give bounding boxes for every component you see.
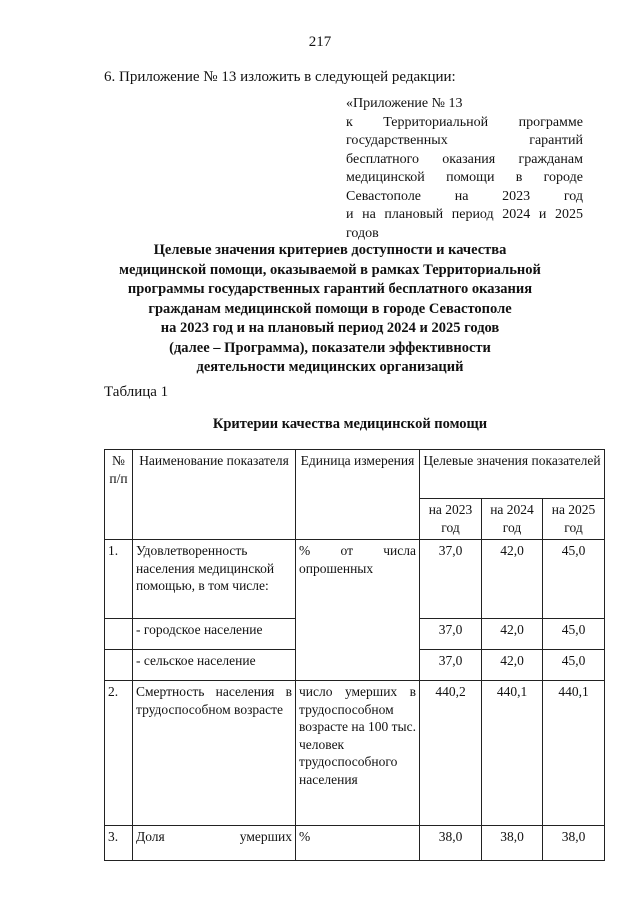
criteria-table (104, 449, 605, 861)
row-unit: % (296, 826, 420, 861)
table-row (105, 681, 605, 826)
row-num: 2. (105, 681, 133, 826)
row-unit: число умерших в трудоспособном возрасте на 100 тыс. человек трудоспособного населения (296, 681, 420, 826)
row-num (105, 650, 133, 681)
row-value-2023: 440,2 (420, 681, 482, 826)
title-line: программы государственных гарантий бесплатного оказания (127, 281, 533, 297)
table-title: Критерии качества медицинской помощи (212, 416, 488, 432)
appendix-line: бесплатного оказания гражданам (346, 151, 583, 167)
row-value-2023: 37,0 (420, 619, 482, 650)
header-2023: на 2023 год (420, 499, 482, 540)
table-row (105, 826, 605, 861)
row-num (105, 619, 133, 650)
row-value-2025: 38,0 (543, 826, 605, 861)
title-line: гражданам медицинской помощи в городе Севастополе (148, 300, 512, 317)
row-value-2023: 37,0 (420, 540, 482, 619)
title-line: медицинской помощи, оказываемой в рамках Территориальной (119, 261, 541, 278)
row-name: - городское население (133, 619, 296, 650)
row-value-2024: 42,0 (482, 619, 543, 650)
header-num: № п/п (105, 450, 133, 540)
header-2024: на 2024 год (482, 499, 543, 540)
title-line: Целевые значения критериев доступности и качества (153, 242, 507, 258)
row-unit: % от числа опрошенных (296, 540, 420, 681)
document-title (80, 241, 580, 378)
appendix-line: «Приложение № 13 (346, 96, 463, 111)
row-value-2023: 38,0 (420, 826, 482, 861)
table-row (105, 540, 605, 619)
appendix-line: государственных гарантий (346, 133, 583, 148)
header-name: Наименование показателя (133, 450, 296, 540)
title-line: на 2023 год и на плановый период 2024 и 2025 годов (160, 320, 500, 336)
row-value-2025: 45,0 (543, 650, 605, 681)
header-2025: на 2025 год (543, 499, 605, 540)
table-header-row (105, 450, 605, 499)
row-name: Удовлетворенность населения медицинской помощью, в том числе: (133, 540, 296, 619)
row-name: - сельское население (133, 650, 296, 681)
row-value-2024: 38,0 (482, 826, 543, 861)
appendix-line: к Территориальной программе (346, 114, 583, 130)
instruction-text: 6. Приложение № 13 изложить в следующей редакции: (104, 69, 456, 85)
page-number: 217 (308, 34, 332, 50)
row-value-2024: 42,0 (482, 540, 543, 619)
appendix-line: и на плановый период 2024 и 2025 (346, 207, 583, 222)
row-value-2025: 45,0 (543, 540, 605, 619)
row-num: 3. (105, 826, 133, 861)
row-name: Смертность населения в трудоспособном возрасте (133, 681, 296, 826)
title-line: деятельности медицинских организаций (196, 359, 464, 375)
row-value-2023: 37,0 (420, 650, 482, 681)
appendix-line: медицинской помощи в городе (346, 170, 583, 185)
header-targets: Целевые значения показателей (420, 450, 605, 499)
appendix-line: Севастополе на 2023 год (346, 188, 583, 204)
row-value-2024: 440,1 (482, 681, 543, 826)
row-value-2025: 440,1 (543, 681, 605, 826)
table-label: Таблица 1 (104, 384, 169, 400)
row-value-2024: 42,0 (482, 650, 543, 681)
appendix-heading (346, 95, 583, 243)
row-num: 1. (105, 540, 133, 619)
row-name: Доля умерших (133, 826, 296, 861)
header-unit: Единица измерения (296, 450, 420, 540)
title-line: (далее – Программа), показатели эффективности (169, 339, 491, 356)
appendix-line: годов (346, 225, 379, 241)
row-value-2025: 45,0 (543, 619, 605, 650)
